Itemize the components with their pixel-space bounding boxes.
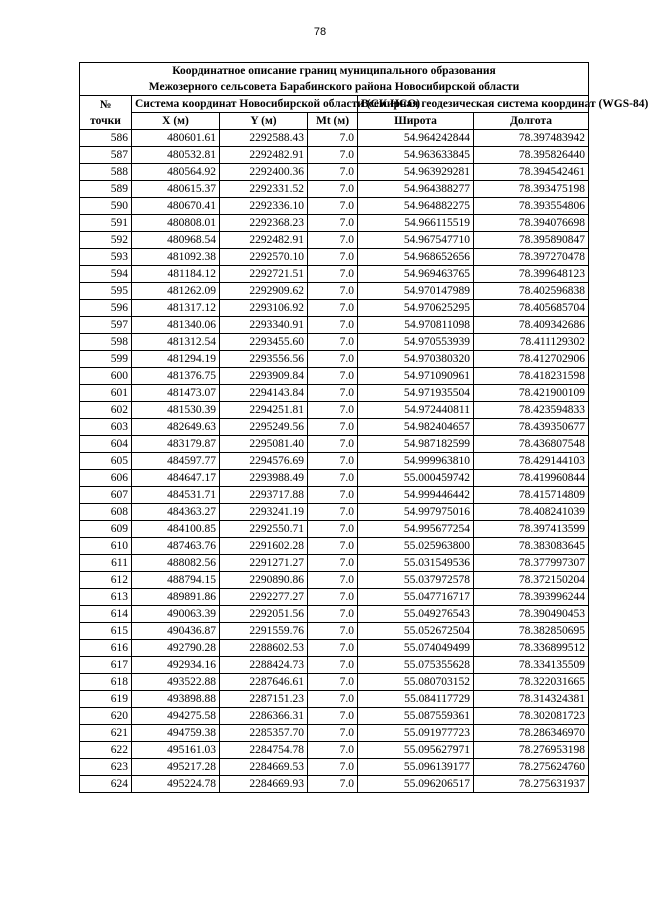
- latitude-cell: 54.964242844: [358, 130, 474, 147]
- x-cell: 484363.27: [132, 504, 220, 521]
- longitude-cell: 78.393996244: [474, 589, 589, 606]
- mt-cell: 7.0: [308, 538, 358, 555]
- table-row: [80, 232, 589, 249]
- x-cell: 481317.12: [132, 300, 220, 317]
- latitude-cell: 55.049276543: [358, 606, 474, 623]
- latitude-cell: 54.970811098: [358, 317, 474, 334]
- point-number-cell: 597: [80, 317, 132, 334]
- point-number-cell: 605: [80, 453, 132, 470]
- point-number-cell: 600: [80, 368, 132, 385]
- latitude-cell: 55.096206517: [358, 776, 474, 793]
- mt-cell: 7.0: [308, 436, 358, 453]
- x-cell: 484597.77: [132, 453, 220, 470]
- x-cell: 483179.87: [132, 436, 220, 453]
- mt-cell: 7.0: [308, 351, 358, 368]
- y-cell: 2292721.51: [220, 266, 308, 283]
- y-cell: 2294576.69: [220, 453, 308, 470]
- x-cell: 487463.76: [132, 538, 220, 555]
- table-row: [80, 776, 589, 793]
- latitude-cell: 55.087559361: [358, 708, 474, 725]
- longitude-cell: 78.436807548: [474, 436, 589, 453]
- x-cell: 481473.07: [132, 385, 220, 402]
- longitude-cell: 78.275631937: [474, 776, 589, 793]
- point-number-cell: 618: [80, 674, 132, 691]
- point-number-cell: 619: [80, 691, 132, 708]
- longitude-cell: 78.423594833: [474, 402, 589, 419]
- table-row: [80, 691, 589, 708]
- x-cell: 480615.37: [132, 181, 220, 198]
- mt-cell: 7.0: [308, 130, 358, 147]
- point-number-cell: 590: [80, 198, 132, 215]
- table-row: [80, 198, 589, 215]
- mt-cell: 7.0: [308, 334, 358, 351]
- point-number-cell: 609: [80, 521, 132, 538]
- point-number-cell: 589: [80, 181, 132, 198]
- x-cell: 480968.54: [132, 232, 220, 249]
- latitude-cell: 55.047716717: [358, 589, 474, 606]
- table-row: [80, 555, 589, 572]
- mt-cell: 7.0: [308, 606, 358, 623]
- x-cell: 480601.61: [132, 130, 220, 147]
- y-cell: 2292051.56: [220, 606, 308, 623]
- point-number-cell: 608: [80, 504, 132, 521]
- longitude-cell: 78.408241039: [474, 504, 589, 521]
- latitude-cell: 54.982404657: [358, 419, 474, 436]
- x-cell: 481294.19: [132, 351, 220, 368]
- x-cell: 494275.58: [132, 708, 220, 725]
- latitude-cell: 55.091977723: [358, 725, 474, 742]
- latitude-cell: 54.964388277: [358, 181, 474, 198]
- longitude-cell: 78.383083645: [474, 538, 589, 555]
- y-cell: 2292588.43: [220, 130, 308, 147]
- mt-cell: 7.0: [308, 555, 358, 572]
- x-cell: 492934.16: [132, 657, 220, 674]
- longitude-cell: 78.418231598: [474, 368, 589, 385]
- x-cell: 492790.28: [132, 640, 220, 657]
- latitude-cell: 54.971935504: [358, 385, 474, 402]
- y-cell: 2288602.53: [220, 640, 308, 657]
- mt-cell: 7.0: [308, 181, 358, 198]
- mt-cell: 7.0: [308, 249, 358, 266]
- table-row: [80, 742, 589, 759]
- longitude-cell: 78.314324381: [474, 691, 589, 708]
- point-number-cell: 602: [80, 402, 132, 419]
- point-number-cell: 621: [80, 725, 132, 742]
- mt-cell: 7.0: [308, 623, 358, 640]
- mt-cell: 7.0: [308, 232, 358, 249]
- latitude-cell: 54.970147989: [358, 283, 474, 300]
- table-row: [80, 606, 589, 623]
- y-cell: 2294143.84: [220, 385, 308, 402]
- longitude-cell: 78.395890847: [474, 232, 589, 249]
- point-number-cell: 594: [80, 266, 132, 283]
- table-row: [80, 351, 589, 368]
- table-row: [80, 300, 589, 317]
- latitude-cell: 54.963633845: [358, 147, 474, 164]
- y-cell: 2292550.71: [220, 521, 308, 538]
- y-cell: 2293988.49: [220, 470, 308, 487]
- y-cell: 2290890.86: [220, 572, 308, 589]
- longitude-cell: 78.372150204: [474, 572, 589, 589]
- point-number-cell: 624: [80, 776, 132, 793]
- latitude-cell: 55.096139177: [358, 759, 474, 776]
- latitude-cell: 54.999963810: [358, 453, 474, 470]
- x-cell: 490063.39: [132, 606, 220, 623]
- point-number-cell: 607: [80, 487, 132, 504]
- wgs-system-header: Всемирная геодезическая система координат (WGS-84): [358, 96, 589, 113]
- latitude-cell: 55.037972578: [358, 572, 474, 589]
- mt-cell: 7.0: [308, 657, 358, 674]
- longitude-cell: 78.419960844: [474, 470, 589, 487]
- point-number-cell: 613: [80, 589, 132, 606]
- table-row: [80, 368, 589, 385]
- mt-cell: 7.0: [308, 402, 358, 419]
- longitude-cell: 78.409342686: [474, 317, 589, 334]
- table-row: [80, 759, 589, 776]
- table-row: [80, 181, 589, 198]
- table-row: [80, 725, 589, 742]
- mt-cell: 7.0: [308, 283, 358, 300]
- x-cell: 480670.41: [132, 198, 220, 215]
- point-number-cell: 622: [80, 742, 132, 759]
- point-number-cell: 596: [80, 300, 132, 317]
- mt-cell: 7.0: [308, 742, 358, 759]
- longitude-cell: 78.397270478: [474, 249, 589, 266]
- longitude-cell: 78.393475198: [474, 181, 589, 198]
- x-cell: 482649.63: [132, 419, 220, 436]
- longitude-cell: 78.394542461: [474, 164, 589, 181]
- mt-cell: 7.0: [308, 674, 358, 691]
- latitude-cell: 54.964882275: [358, 198, 474, 215]
- table-row: [80, 487, 589, 504]
- y-cell: 2292336.10: [220, 198, 308, 215]
- point-number-cell: 591: [80, 215, 132, 232]
- table-row: [80, 130, 589, 147]
- point-number-label: точки: [90, 114, 121, 127]
- latitude-cell: 54.968652656: [358, 249, 474, 266]
- x-cell: 480532.81: [132, 147, 220, 164]
- y-cell: 2291271.27: [220, 555, 308, 572]
- table-row: [80, 521, 589, 538]
- page-number: 78: [313, 26, 327, 38]
- mt-cell: 7.0: [308, 487, 358, 504]
- y-cell: 2292909.62: [220, 283, 308, 300]
- mt-cell: 7.0: [308, 300, 358, 317]
- x-cell: 481184.12: [132, 266, 220, 283]
- y-cell: 2292570.10: [220, 249, 308, 266]
- mt-cell: 7.0: [308, 521, 358, 538]
- x-cell: 494759.38: [132, 725, 220, 742]
- mt-cell: 7.0: [308, 266, 358, 283]
- table-row: [80, 402, 589, 419]
- mt-cell: 7.0: [308, 368, 358, 385]
- table-row: [80, 249, 589, 266]
- longitude-cell: 78.394076698: [474, 215, 589, 232]
- mt-cell: 7.0: [308, 572, 358, 589]
- x-cell: 481376.75: [132, 368, 220, 385]
- y-cell: 2292482.91: [220, 147, 308, 164]
- mt-cell: 7.0: [308, 708, 358, 725]
- table-row: [80, 266, 589, 283]
- y-header: Y (м): [220, 113, 308, 130]
- table-row: [80, 419, 589, 436]
- point-number-cell: 604: [80, 436, 132, 453]
- y-cell: 2291559.76: [220, 623, 308, 640]
- mt-header: Mt (м): [308, 113, 358, 130]
- y-cell: 2295249.56: [220, 419, 308, 436]
- longitude-cell: 78.322031665: [474, 674, 589, 691]
- longitude-cell: 78.382850695: [474, 623, 589, 640]
- x-cell: 484647.17: [132, 470, 220, 487]
- x-cell: 490436.87: [132, 623, 220, 640]
- point-number-cell: 610: [80, 538, 132, 555]
- mt-cell: 7.0: [308, 164, 358, 181]
- y-cell: 2293717.88: [220, 487, 308, 504]
- x-cell: 480808.01: [132, 215, 220, 232]
- y-cell: 2284754.78: [220, 742, 308, 759]
- y-cell: 2293909.84: [220, 368, 308, 385]
- y-cell: 2291602.28: [220, 538, 308, 555]
- y-cell: 2292368.23: [220, 215, 308, 232]
- table-row: [80, 385, 589, 402]
- table-row: [80, 317, 589, 334]
- point-number-cell: 599: [80, 351, 132, 368]
- table-row: [80, 572, 589, 589]
- longitude-cell: 78.412702906: [474, 351, 589, 368]
- title-line-2: Межозерного сельсовета Барабинского района Новосибирской области: [148, 81, 520, 93]
- point-number-cell: 614: [80, 606, 132, 623]
- mt-cell: 7.0: [308, 470, 358, 487]
- longitude-cell: 78.336899512: [474, 640, 589, 657]
- latitude-cell: 54.995677254: [358, 521, 474, 538]
- table-row: [80, 283, 589, 300]
- point-number-cell: 588: [80, 164, 132, 181]
- mt-cell: 7.0: [308, 759, 358, 776]
- point-number-cell: 595: [80, 283, 132, 300]
- y-cell: 2284669.93: [220, 776, 308, 793]
- table-row: [80, 623, 589, 640]
- mt-cell: 7.0: [308, 589, 358, 606]
- longitude-cell: 78.421900109: [474, 385, 589, 402]
- mt-cell: 7.0: [308, 776, 358, 793]
- longitude-cell: 78.390490453: [474, 606, 589, 623]
- latitude-cell: 55.000459742: [358, 470, 474, 487]
- latitude-cell: 54.963929281: [358, 164, 474, 181]
- latitude-cell: 55.080703152: [358, 674, 474, 691]
- x-header: X (м): [132, 113, 220, 130]
- mt-cell: 7.0: [308, 725, 358, 742]
- longitude-cell: 78.302081723: [474, 708, 589, 725]
- latitude-cell: 54.971090961: [358, 368, 474, 385]
- latitude-cell: 54.966115519: [358, 215, 474, 232]
- latitude-cell: 54.999446442: [358, 487, 474, 504]
- title-line-1: Координатное описание границ муниципального образования: [172, 65, 496, 77]
- y-cell: 2285357.70: [220, 725, 308, 742]
- longitude-cell: 78.275624760: [474, 759, 589, 776]
- latitude-cell: 55.052672504: [358, 623, 474, 640]
- table-row: [80, 589, 589, 606]
- y-cell: 2287151.23: [220, 691, 308, 708]
- point-number-cell: 616: [80, 640, 132, 657]
- table-row: [80, 504, 589, 521]
- point-number-header: [80, 96, 132, 130]
- x-cell: 493522.88: [132, 674, 220, 691]
- latitude-cell: 54.997975016: [358, 504, 474, 521]
- longitude-cell: 78.286346970: [474, 725, 589, 742]
- mt-cell: 7.0: [308, 419, 358, 436]
- mt-cell: 7.0: [308, 317, 358, 334]
- latitude-cell: 55.075355628: [358, 657, 474, 674]
- y-cell: 2293455.60: [220, 334, 308, 351]
- point-number-cell: 603: [80, 419, 132, 436]
- y-cell: 2292482.91: [220, 232, 308, 249]
- mt-cell: 7.0: [308, 453, 358, 470]
- mt-cell: 7.0: [308, 147, 358, 164]
- table-title: [80, 63, 589, 96]
- longitude-cell: 78.397413599: [474, 521, 589, 538]
- latitude-cell: 54.970380320: [358, 351, 474, 368]
- table-row: [80, 674, 589, 691]
- table-row: [80, 470, 589, 487]
- longitude-cell: 78.334135509: [474, 657, 589, 674]
- mt-cell: 7.0: [308, 385, 358, 402]
- y-cell: 2293241.19: [220, 504, 308, 521]
- x-cell: 484531.71: [132, 487, 220, 504]
- x-cell: 484100.85: [132, 521, 220, 538]
- point-number-cell: 623: [80, 759, 132, 776]
- mt-cell: 7.0: [308, 640, 358, 657]
- x-cell: 480564.92: [132, 164, 220, 181]
- x-cell: 481530.39: [132, 402, 220, 419]
- point-number-cell: 612: [80, 572, 132, 589]
- latitude-cell: 54.967547710: [358, 232, 474, 249]
- longitude-cell: 78.393554806: [474, 198, 589, 215]
- y-cell: 2293556.56: [220, 351, 308, 368]
- x-cell: 488082.56: [132, 555, 220, 572]
- longitude-cell: 78.397483942: [474, 130, 589, 147]
- y-cell: 2293340.91: [220, 317, 308, 334]
- table-row: [80, 334, 589, 351]
- latitude-cell: 54.969463765: [358, 266, 474, 283]
- point-number-cell: 615: [80, 623, 132, 640]
- longitude-header: Долгота: [474, 113, 589, 130]
- point-number-cell: 593: [80, 249, 132, 266]
- longitude-cell: 78.439350677: [474, 419, 589, 436]
- x-cell: 481262.09: [132, 283, 220, 300]
- longitude-cell: 78.411129302: [474, 334, 589, 351]
- latitude-cell: 55.031549536: [358, 555, 474, 572]
- longitude-cell: 78.399648123: [474, 266, 589, 283]
- coordinates-table: [79, 62, 648, 793]
- point-number-cell: 611: [80, 555, 132, 572]
- x-cell: 489891.86: [132, 589, 220, 606]
- longitude-cell: 78.402596838: [474, 283, 589, 300]
- mt-cell: 7.0: [308, 691, 358, 708]
- y-cell: 2286366.31: [220, 708, 308, 725]
- x-cell: 495161.03: [132, 742, 220, 759]
- x-cell: 488794.15: [132, 572, 220, 589]
- latitude-cell: 55.025963800: [358, 538, 474, 555]
- point-number-cell: 620: [80, 708, 132, 725]
- table-row: [80, 147, 589, 164]
- table-row: [80, 708, 589, 725]
- latitude-cell: 55.084117729: [358, 691, 474, 708]
- point-number-cell: 601: [80, 385, 132, 402]
- y-cell: 2284669.53: [220, 759, 308, 776]
- table-row: [80, 215, 589, 232]
- table-row: [80, 657, 589, 674]
- point-number-cell: 617: [80, 657, 132, 674]
- x-cell: 495217.28: [132, 759, 220, 776]
- table-row: [80, 436, 589, 453]
- y-cell: 2295081.40: [220, 436, 308, 453]
- point-number-cell: 592: [80, 232, 132, 249]
- x-cell: 495224.78: [132, 776, 220, 793]
- point-number-cell: 606: [80, 470, 132, 487]
- latitude-header: Широта: [358, 113, 474, 130]
- y-cell: 2292331.52: [220, 181, 308, 198]
- table-row: [80, 640, 589, 657]
- mt-cell: 7.0: [308, 504, 358, 521]
- longitude-cell: 78.276953198: [474, 742, 589, 759]
- x-cell: 493898.88: [132, 691, 220, 708]
- y-cell: 2288424.73: [220, 657, 308, 674]
- point-number-symbol: №: [99, 98, 112, 111]
- y-cell: 2292277.27: [220, 589, 308, 606]
- latitude-cell: 54.970625295: [358, 300, 474, 317]
- table-row: [80, 164, 589, 181]
- latitude-cell: 55.074049499: [358, 640, 474, 657]
- x-cell: 481340.06: [132, 317, 220, 334]
- y-cell: 2287646.61: [220, 674, 308, 691]
- longitude-cell: 78.377997307: [474, 555, 589, 572]
- x-cell: 481092.38: [132, 249, 220, 266]
- latitude-cell: 55.095627971: [358, 742, 474, 759]
- point-number-cell: 587: [80, 147, 132, 164]
- mt-cell: 7.0: [308, 215, 358, 232]
- table-body: [80, 130, 589, 793]
- point-number-cell: 598: [80, 334, 132, 351]
- latitude-cell: 54.972440811: [358, 402, 474, 419]
- longitude-cell: 78.429144103: [474, 453, 589, 470]
- point-number-cell: 586: [80, 130, 132, 147]
- local-system-header: Система координат Новосибирской области (СК НСО): [132, 96, 358, 113]
- longitude-cell: 78.395826440: [474, 147, 589, 164]
- longitude-cell: 78.405685704: [474, 300, 589, 317]
- latitude-cell: 54.987182599: [358, 436, 474, 453]
- y-cell: 2294251.81: [220, 402, 308, 419]
- mt-cell: 7.0: [308, 198, 358, 215]
- longitude-cell: 78.415714809: [474, 487, 589, 504]
- table-row: [80, 538, 589, 555]
- y-cell: 2293106.92: [220, 300, 308, 317]
- x-cell: 481312.54: [132, 334, 220, 351]
- latitude-cell: 54.970553939: [358, 334, 474, 351]
- y-cell: 2292400.36: [220, 164, 308, 181]
- table-row: [80, 453, 589, 470]
